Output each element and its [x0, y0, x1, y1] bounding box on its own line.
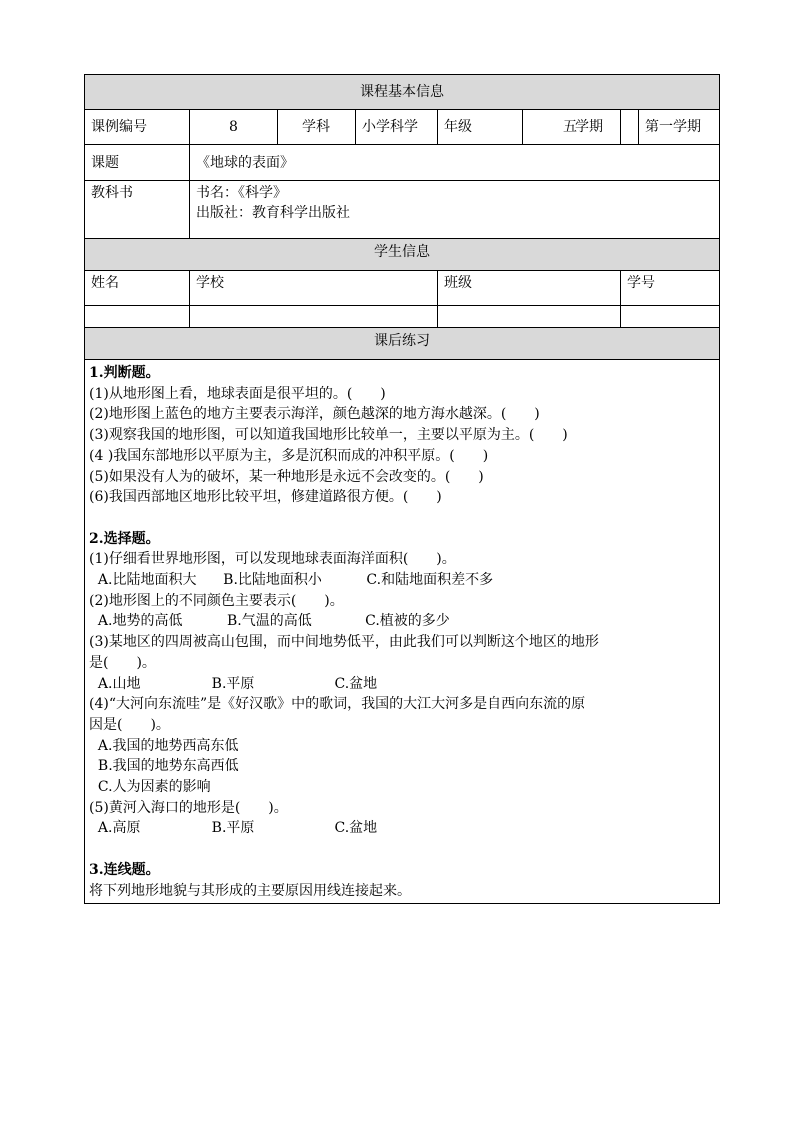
exercises-body-row [85, 360, 720, 904]
grade-value: 五 [523, 110, 621, 145]
textbook-name: 书名：《科学》 [196, 185, 287, 201]
textbook-publisher: 出版社：教育科学出版社 [196, 205, 350, 221]
school-label: 学校 [190, 271, 438, 306]
textbook-cell [190, 181, 720, 239]
judgment-heading: 1.判断题。 [89, 365, 160, 381]
student-input-row [85, 306, 720, 328]
course-sheet [84, 74, 720, 904]
matching-instruction: 将下列地形地貌与其形成的主要原因用线连接起来。 [89, 882, 411, 899]
judgment-item: (4 )我国东部地形以平原为主，多是沉积而成的冲积平原。( ) [89, 447, 489, 464]
number-field[interactable] [621, 306, 720, 328]
judgment-item: (6)我国西部地区地形比较平坦，修建道路很方便。( ) [89, 489, 442, 506]
subject-value: 小学科学 [356, 110, 438, 145]
name-field[interactable] [85, 306, 190, 328]
choice-options-3: A.山地 B.平原 C.盆地 [89, 675, 378, 692]
exercises-header-row [85, 328, 720, 360]
spacer [89, 839, 715, 860]
term-value: 第一学期 [639, 110, 720, 145]
course-basic-row [85, 110, 720, 145]
choice-question-1: (1)仔细看世界地形图，可以发现地球表面海洋面积( )。 [89, 551, 456, 568]
course-id-value: 8 [190, 110, 278, 145]
choice-question-3-line2: 是( )。 [89, 654, 156, 671]
choice-question-2: (2)地形图上的不同颜色主要表示( )。 [89, 592, 344, 609]
choice-question-5: (5)黄河入海口的地形是( )。 [89, 799, 288, 816]
student-info-title: 学生信息 [85, 239, 720, 271]
textbook-label: 教科书 [85, 181, 190, 239]
spacer [89, 508, 715, 529]
course-info-header-row [85, 75, 720, 110]
student-info-header-row [85, 239, 720, 271]
topic-row [85, 145, 720, 181]
number-label: 学号 [621, 271, 720, 306]
choice-option-4b: B.我国的地势东高西低 [89, 758, 239, 775]
exercises-body [85, 360, 720, 904]
judgment-item: (1)从地形图上看，地球表面是很平坦的。( ) [89, 385, 386, 402]
topic-label: 课题 [85, 145, 190, 181]
choice-option-4c: C.人为因素的影响 [89, 779, 211, 796]
judgment-item: (5)如果没有人为的破坏，某一种地形是永远不会改变的。( ) [89, 468, 484, 485]
class-label: 班级 [438, 271, 621, 306]
term-label: 学期 [575, 110, 593, 145]
textbook-row [85, 181, 720, 239]
choice-question-4-line2: 因是( )。 [89, 716, 170, 733]
name-label: 姓名 [85, 271, 190, 306]
judgment-item: (2)地形图上蓝色的地方主要表示海洋，颜色越深的地方海水越深。( ) [89, 406, 540, 423]
course-id-label: 课例编号 [85, 110, 190, 145]
class-field[interactable] [438, 306, 621, 328]
subject-label: 学科 [278, 110, 356, 145]
grade-label: 年级 [438, 110, 523, 145]
choice-options-2: A.地势的高低 B.气温的高低 C.植被的多少 [89, 613, 450, 630]
choice-options-5: A.高原 B.平原 C.盆地 [89, 820, 378, 837]
matching-heading: 3.连线题。 [89, 861, 160, 878]
choice-options-1: A.比陆地面积大 B.比陆地面积小 C.和陆地面积差不多 [89, 572, 494, 589]
choice-heading: 2.选择题。 [89, 530, 160, 547]
student-labels-row [85, 271, 720, 306]
choice-option-4a: A.我国的地势西高东低 [89, 737, 239, 754]
topic-value: 《地球的表面》 [190, 145, 720, 181]
choice-question-4-line1: (4)“大河向东流哇”是《好汉歌》中的歌词，我国的大江大河多是自西向东流的原 [89, 696, 586, 713]
exercises-title: 课后练习 [85, 328, 720, 360]
course-info-title: 课程基本信息 [85, 75, 720, 110]
choice-question-3-line1: (3)某地区的四周被高山包围，而中间地势低平，由此我们可以判断这个地区的地形 [89, 634, 599, 651]
judgment-item: (3)观察我国的地形图，可以知道我国地形比较单一，主要以平原为主。( ) [89, 427, 568, 444]
school-field[interactable] [190, 306, 438, 328]
